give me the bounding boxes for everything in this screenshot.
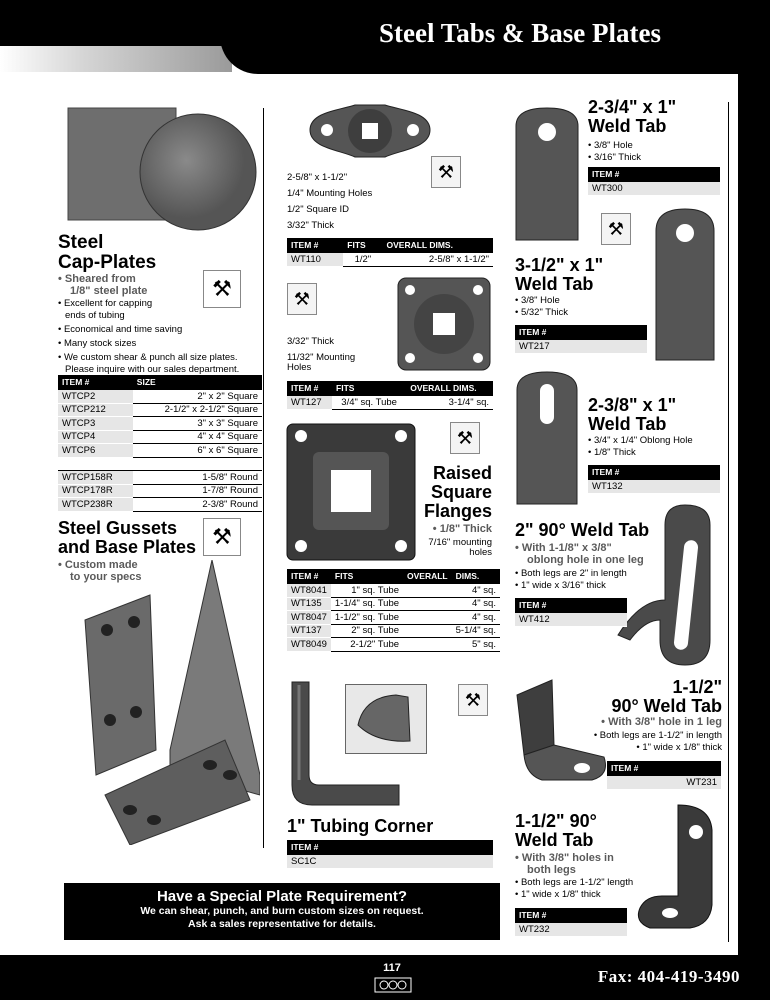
wt127-specs: 3/32" Thick 11/32" Mounting Holes <box>287 336 356 373</box>
cap-plates-table: ITEM # SIZE WTCP2 2" x 2" Square WTCP212 2-1/2" x 2-1/2" Square WTCP3 3" x 3" Square WTCP4 4" x 4" Square WTCP6 6" x 6" Square WTCP158R 1-5/8" Round WTCP178R 1-7/8" Round WTCP238R 2-3/8" Round <box>58 375 262 512</box>
wt127-table: ITEM # FITS OVERALL DIMS. WT127 3/4" sq. Tube 3-1/4" sq. <box>287 381 493 410</box>
item-code: WT8041 <box>287 584 331 598</box>
item-code: WT127 <box>287 396 332 410</box>
item-code: WTCP2 <box>58 390 133 404</box>
anvil-icon: ⚒ <box>458 684 488 716</box>
wt231-table: ITEM # WT231 <box>607 761 721 790</box>
footer-logo <box>374 977 412 993</box>
wt110-table: ITEM # FITS OVERALL DIMS. WT110 1/2" 2-5/8" x 1-1/2" <box>287 238 493 267</box>
item-code: WTCP212 <box>58 403 133 417</box>
item-code: WT135 <box>287 597 331 611</box>
wt300-table: ITEM # WT300 <box>588 167 720 196</box>
wt412-title: 2" 90° Weld Tab <box>515 520 650 540</box>
wt127-image <box>395 275 493 373</box>
item-code: WTCP6 <box>58 444 133 458</box>
item-code: WT137 <box>287 624 331 638</box>
wt231-bullets: • Both legs are 1-1/2" in length • 1" wide x 1/8" thick <box>593 730 722 753</box>
cap-plates-image <box>60 100 260 240</box>
cap-plates-highlight: • Sheared from 1/8" steel plate <box>58 273 148 297</box>
wt231-title: 1-1/2" 90° Weld Tab <box>611 677 722 716</box>
wt217-title: 3-1/2" x 1" Weld Tab <box>515 255 604 294</box>
fax-number: Fax: 404-419-3490 <box>597 967 740 986</box>
wt132-table: ITEM # WT132 <box>588 465 720 494</box>
wt132-title: 2-3/8" x 1" Weld Tab <box>588 395 677 434</box>
wt217-bullets: • 3/8" Hole • 5/32" Thick <box>515 295 568 318</box>
column-divider-left <box>263 108 264 848</box>
wt217-image <box>650 205 720 365</box>
wt232-highlight: • With 3/8" holes in both legs <box>515 852 614 876</box>
flanges-table: ITEM # FITS OVERALL DIMS. WT8041 1" sq. Tube 4" sq. WT135 1-1/4" sq. Tube 4" sq. WT8047 1-1/2" sq. Tube 4" sq. WT137 2" sq. Tube 5-1/4" sq. WT8049 2-1/2" Tube 5" sq. <box>287 569 500 652</box>
wt110-image <box>305 100 435 162</box>
wt412-highlight: • With 1-1/8" x 3/8" oblong hole in one leg <box>515 542 644 566</box>
cap-plates-bullets: • Excellent for capping ends of tubing • Economical and time saving • Many stock sizes • We custom shear & punch all size plates. Please inquire with our sales department. <box>58 298 240 375</box>
item-code: WT300 <box>588 182 720 196</box>
anvil-icon: ⚒ <box>287 283 317 315</box>
anvil-icon: ⚒ <box>431 156 461 188</box>
flanges-title: Raised Square Flanges <box>423 463 492 521</box>
flanges-note: 7/16" mounting holes <box>428 537 492 558</box>
wt110-specs: 2-5/8" x 1-1/2" 1/4" Mounting Holes 1/2" Square ID 3/32" Thick <box>287 172 373 231</box>
special-plate-banner: Have a Special Plate Requirement? We can shear, punch, and burn custom sizes on request. Ask a sales representative for details. <box>64 883 500 940</box>
wt412-table: ITEM # WT412 <box>515 598 627 627</box>
wt231-highlight: • With 3/8" hole in 1 leg <box>601 716 722 728</box>
wt132-image <box>513 368 581 508</box>
anvil-icon: ⚒ <box>203 270 241 308</box>
item-code: WT110 <box>287 253 343 267</box>
wt217-table: ITEM # WT217 <box>515 325 647 354</box>
wt232-image <box>630 800 722 940</box>
wt132-bullets: • 3/4" x 1/4" Oblong Hole • 1/8" Thick <box>588 435 693 458</box>
tubing-corner-title: 1" Tubing Corner <box>287 816 434 836</box>
wt300-bullets: • 3/8" Hole • 3/16" Thick <box>588 140 641 163</box>
item-code: WT231 <box>607 776 721 790</box>
tubing-corner-table: ITEM # SC1C <box>287 840 493 869</box>
item-code: WTCP178R <box>58 484 133 498</box>
gussets-image <box>70 560 260 845</box>
flanges-highlight: • 1/8" Thick <box>432 523 492 535</box>
item-code: WT8049 <box>287 638 331 652</box>
wt232-bullets: • Both legs are 1-1/2" length • 1" wide x 1/8" thick <box>515 877 633 900</box>
column-divider-right <box>728 102 729 942</box>
item-code: WTCP238R <box>58 498 133 512</box>
right-edge-strip <box>738 74 770 956</box>
page-title: Steel Tabs & Base Plates <box>378 18 661 48</box>
item-code: WT132 <box>588 480 720 494</box>
item-code: WT232 <box>515 923 627 937</box>
anvil-icon: ⚒ <box>601 213 631 245</box>
item-code: WT412 <box>515 613 627 627</box>
anvil-icon: ⚒ <box>450 422 480 454</box>
wt300-image <box>512 104 582 244</box>
item-code: SC1C <box>287 855 493 869</box>
item-code: WT217 <box>515 340 647 354</box>
wt232-title: 1-1/2" 90° Weld Tab <box>515 811 597 850</box>
item-code: WT8047 <box>287 611 331 625</box>
anvil-icon: ⚒ <box>203 518 241 556</box>
gussets-title: Steel Gussets and Base Plates <box>58 518 197 557</box>
cap-plates-title: Steel Cap-Plates <box>58 232 157 273</box>
wt412-bullets: • Both legs are 2" in length • 1" wide x 3/16" thick <box>515 568 627 591</box>
wt232-table: ITEM # WT232 <box>515 908 627 937</box>
tubing-corner-inset <box>345 684 427 754</box>
header-gradient <box>0 46 232 72</box>
item-code: WTCP4 <box>58 430 133 444</box>
item-code: WTCP3 <box>58 417 133 431</box>
wt300-title: 2-3/4" x 1" Weld Tab <box>588 97 677 136</box>
gussets-highlight: • Custom made to your specs <box>58 559 142 583</box>
flange-image <box>285 422 417 562</box>
page-number: 117 <box>383 962 401 974</box>
item-code: WTCP158R <box>58 471 133 485</box>
